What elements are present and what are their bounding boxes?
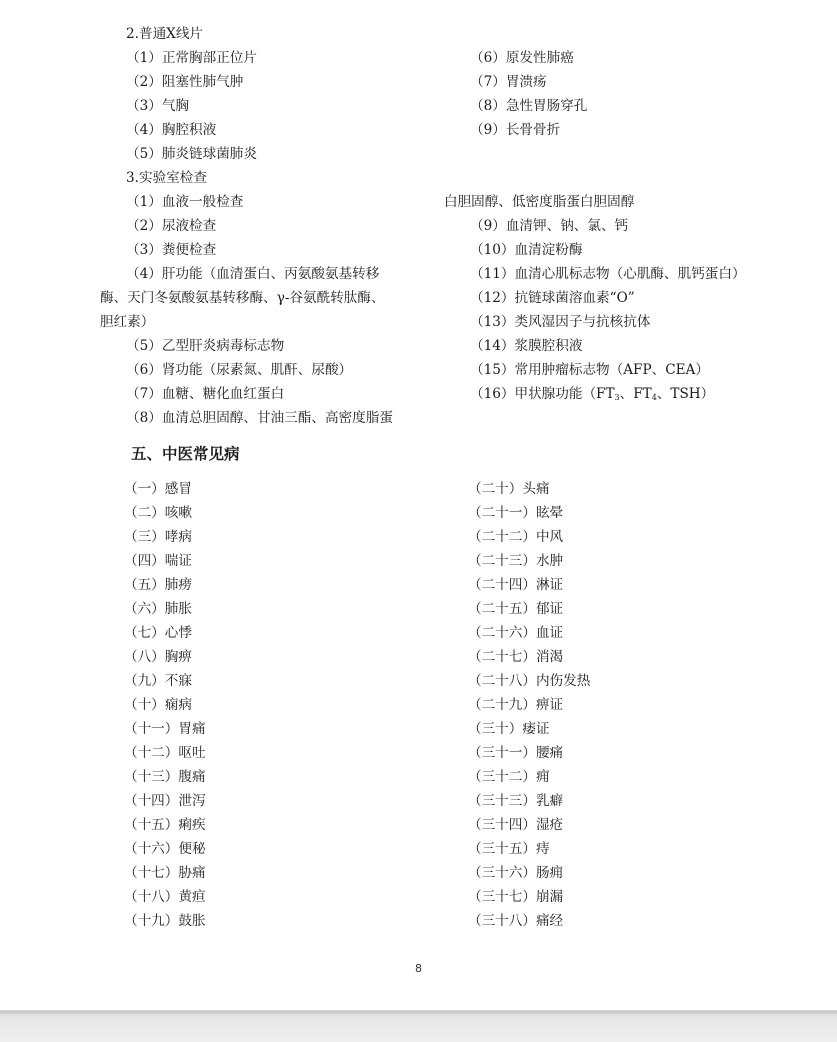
- list-item: （二）咳嗽: [124, 505, 192, 521]
- viewer-bottom-edge: [0, 1010, 837, 1042]
- list-item: （一）感冒: [124, 481, 192, 497]
- list-item: （十三）腹痛: [124, 769, 206, 785]
- list-item: （4）胸腔积液: [126, 122, 217, 138]
- list-item: （十六）便秘: [124, 841, 206, 857]
- list-item: （三）哮病: [124, 529, 192, 545]
- list-item: （二十六）血证: [468, 625, 564, 641]
- list-item-continuation: 胆红素）: [100, 314, 155, 330]
- list-item: （14）浆膜腔积液: [470, 338, 583, 354]
- list-item: （8）血清总胆固醇、甘油三酯、高密度脂蛋: [126, 410, 393, 426]
- list-item: （三十一）腰痛: [468, 745, 564, 761]
- tcm-left-column: [124, 477, 206, 933]
- list-item: （13）类风湿因子与抗核抗体: [470, 314, 651, 330]
- list-item: （十）痫病: [124, 697, 192, 713]
- list-item: （十一）胃痛: [124, 721, 206, 737]
- list-item: （三十二）痈: [468, 769, 550, 785]
- list-item: （1）血液一般检查: [126, 194, 244, 210]
- list-item: （二十三）水肿: [468, 553, 564, 569]
- list-item: （三十四）湿疮: [468, 817, 564, 833]
- list-item: （三十三）乳癖: [468, 793, 564, 809]
- list-item: （二十八）内伤发热: [468, 673, 591, 689]
- ft4-subscript: 4: [651, 393, 657, 402]
- tcm-right-column: [468, 477, 590, 933]
- list-item: （5）乙型肝炎病毒标志物: [126, 338, 285, 354]
- xray-heading: 2.普通X线片: [126, 26, 204, 42]
- list-item: （八）胸痹: [124, 649, 192, 665]
- list-item: （7）胃溃疡: [470, 74, 547, 90]
- list-item: （3）气胸: [126, 98, 190, 114]
- thyroid-suffix: 、TSH）: [656, 386, 715, 402]
- lab-right-column: [444, 190, 746, 406]
- list-item-continuation: 酶、天门冬氨酸氨基转移酶、γ-谷氨酰转肽酶、: [100, 290, 385, 306]
- list-item: （十八）黄疸: [124, 889, 206, 905]
- xray-right-column: [444, 46, 587, 142]
- list-item: （二十一）眩晕: [468, 505, 564, 521]
- list-item: （三十）痿证: [468, 721, 550, 737]
- list-item: （九）不寐: [124, 673, 192, 689]
- list-item: （9）血清钾、钠、氯、钙: [470, 218, 629, 234]
- xray-left-column: [100, 22, 393, 430]
- list-item-thyroid: [444, 382, 746, 406]
- list-item: （四）喘证: [124, 553, 192, 569]
- list-item-continuation: 白胆固醇、低密度脂蛋白胆固醇: [444, 194, 635, 210]
- list-item: （二十七）消渴: [468, 649, 564, 665]
- list-item: （6）肾功能（尿素氮、肌酐、尿酸）: [126, 362, 353, 378]
- list-item: （二十二）中风: [468, 529, 564, 545]
- tcm-section-heading: 五、中医常见病: [131, 445, 240, 463]
- list-item: （2）阻塞性肺气肿: [126, 74, 244, 90]
- list-item: （3）粪便检查: [126, 242, 217, 258]
- list-item: （五）肺痨: [124, 577, 192, 593]
- list-item: （10）血清淀粉酶: [470, 242, 583, 258]
- lab-heading: 3.实验室检查: [126, 170, 207, 186]
- list-item: （7）血糖、糖化血红蛋白: [126, 386, 285, 402]
- list-item: （5）肺炎链球菌肺炎: [126, 146, 257, 162]
- list-item: （6）原发性肺癌: [470, 50, 574, 66]
- list-item: （二十九）痹证: [468, 697, 564, 713]
- list-item: （十四）泄泻: [124, 793, 206, 809]
- list-item: （12）抗链球菌溶血素“O”: [470, 290, 635, 306]
- list-item: （七）心悸: [124, 625, 192, 641]
- list-item: （三十五）痔: [468, 841, 550, 857]
- list-item: （六）肺胀: [124, 601, 192, 617]
- thyroid-mid: 、FT: [619, 386, 652, 402]
- list-item: （十九）鼓胀: [124, 913, 206, 929]
- page-number: 8: [415, 962, 422, 975]
- list-item: （15）常用肿瘤标志物（AFP、CEA）: [470, 362, 709, 378]
- list-item: （1）正常胸部正位片: [126, 50, 257, 66]
- list-item: （十二）呕吐: [124, 745, 206, 761]
- list-item: （二十四）淋证: [468, 577, 564, 593]
- list-item: （三十六）肠痈: [468, 865, 564, 881]
- list-item: （2）尿液检查: [126, 218, 217, 234]
- list-item: （三十八）痛经: [468, 913, 564, 929]
- list-item: （三十七）崩漏: [468, 889, 564, 905]
- list-item: （11）血清心肌标志物（心肌酶、肌钙蛋白）: [470, 266, 746, 282]
- list-item: （十五）痢疾: [124, 817, 206, 833]
- ft3-subscript: 3: [614, 393, 620, 402]
- list-item: （8）急性胃肠穿孔: [470, 98, 588, 114]
- list-item: （4）肝功能（血清蛋白、丙氨酸氨基转移: [126, 266, 380, 282]
- thyroid-prefix: （16）甲状腺功能（FT: [470, 386, 615, 402]
- list-item: （二十）头痛: [468, 481, 550, 497]
- list-item: （9）长骨骨折: [470, 122, 561, 138]
- list-item: （二十五）郁证: [468, 601, 564, 617]
- list-item: （十七）胁痛: [124, 865, 206, 881]
